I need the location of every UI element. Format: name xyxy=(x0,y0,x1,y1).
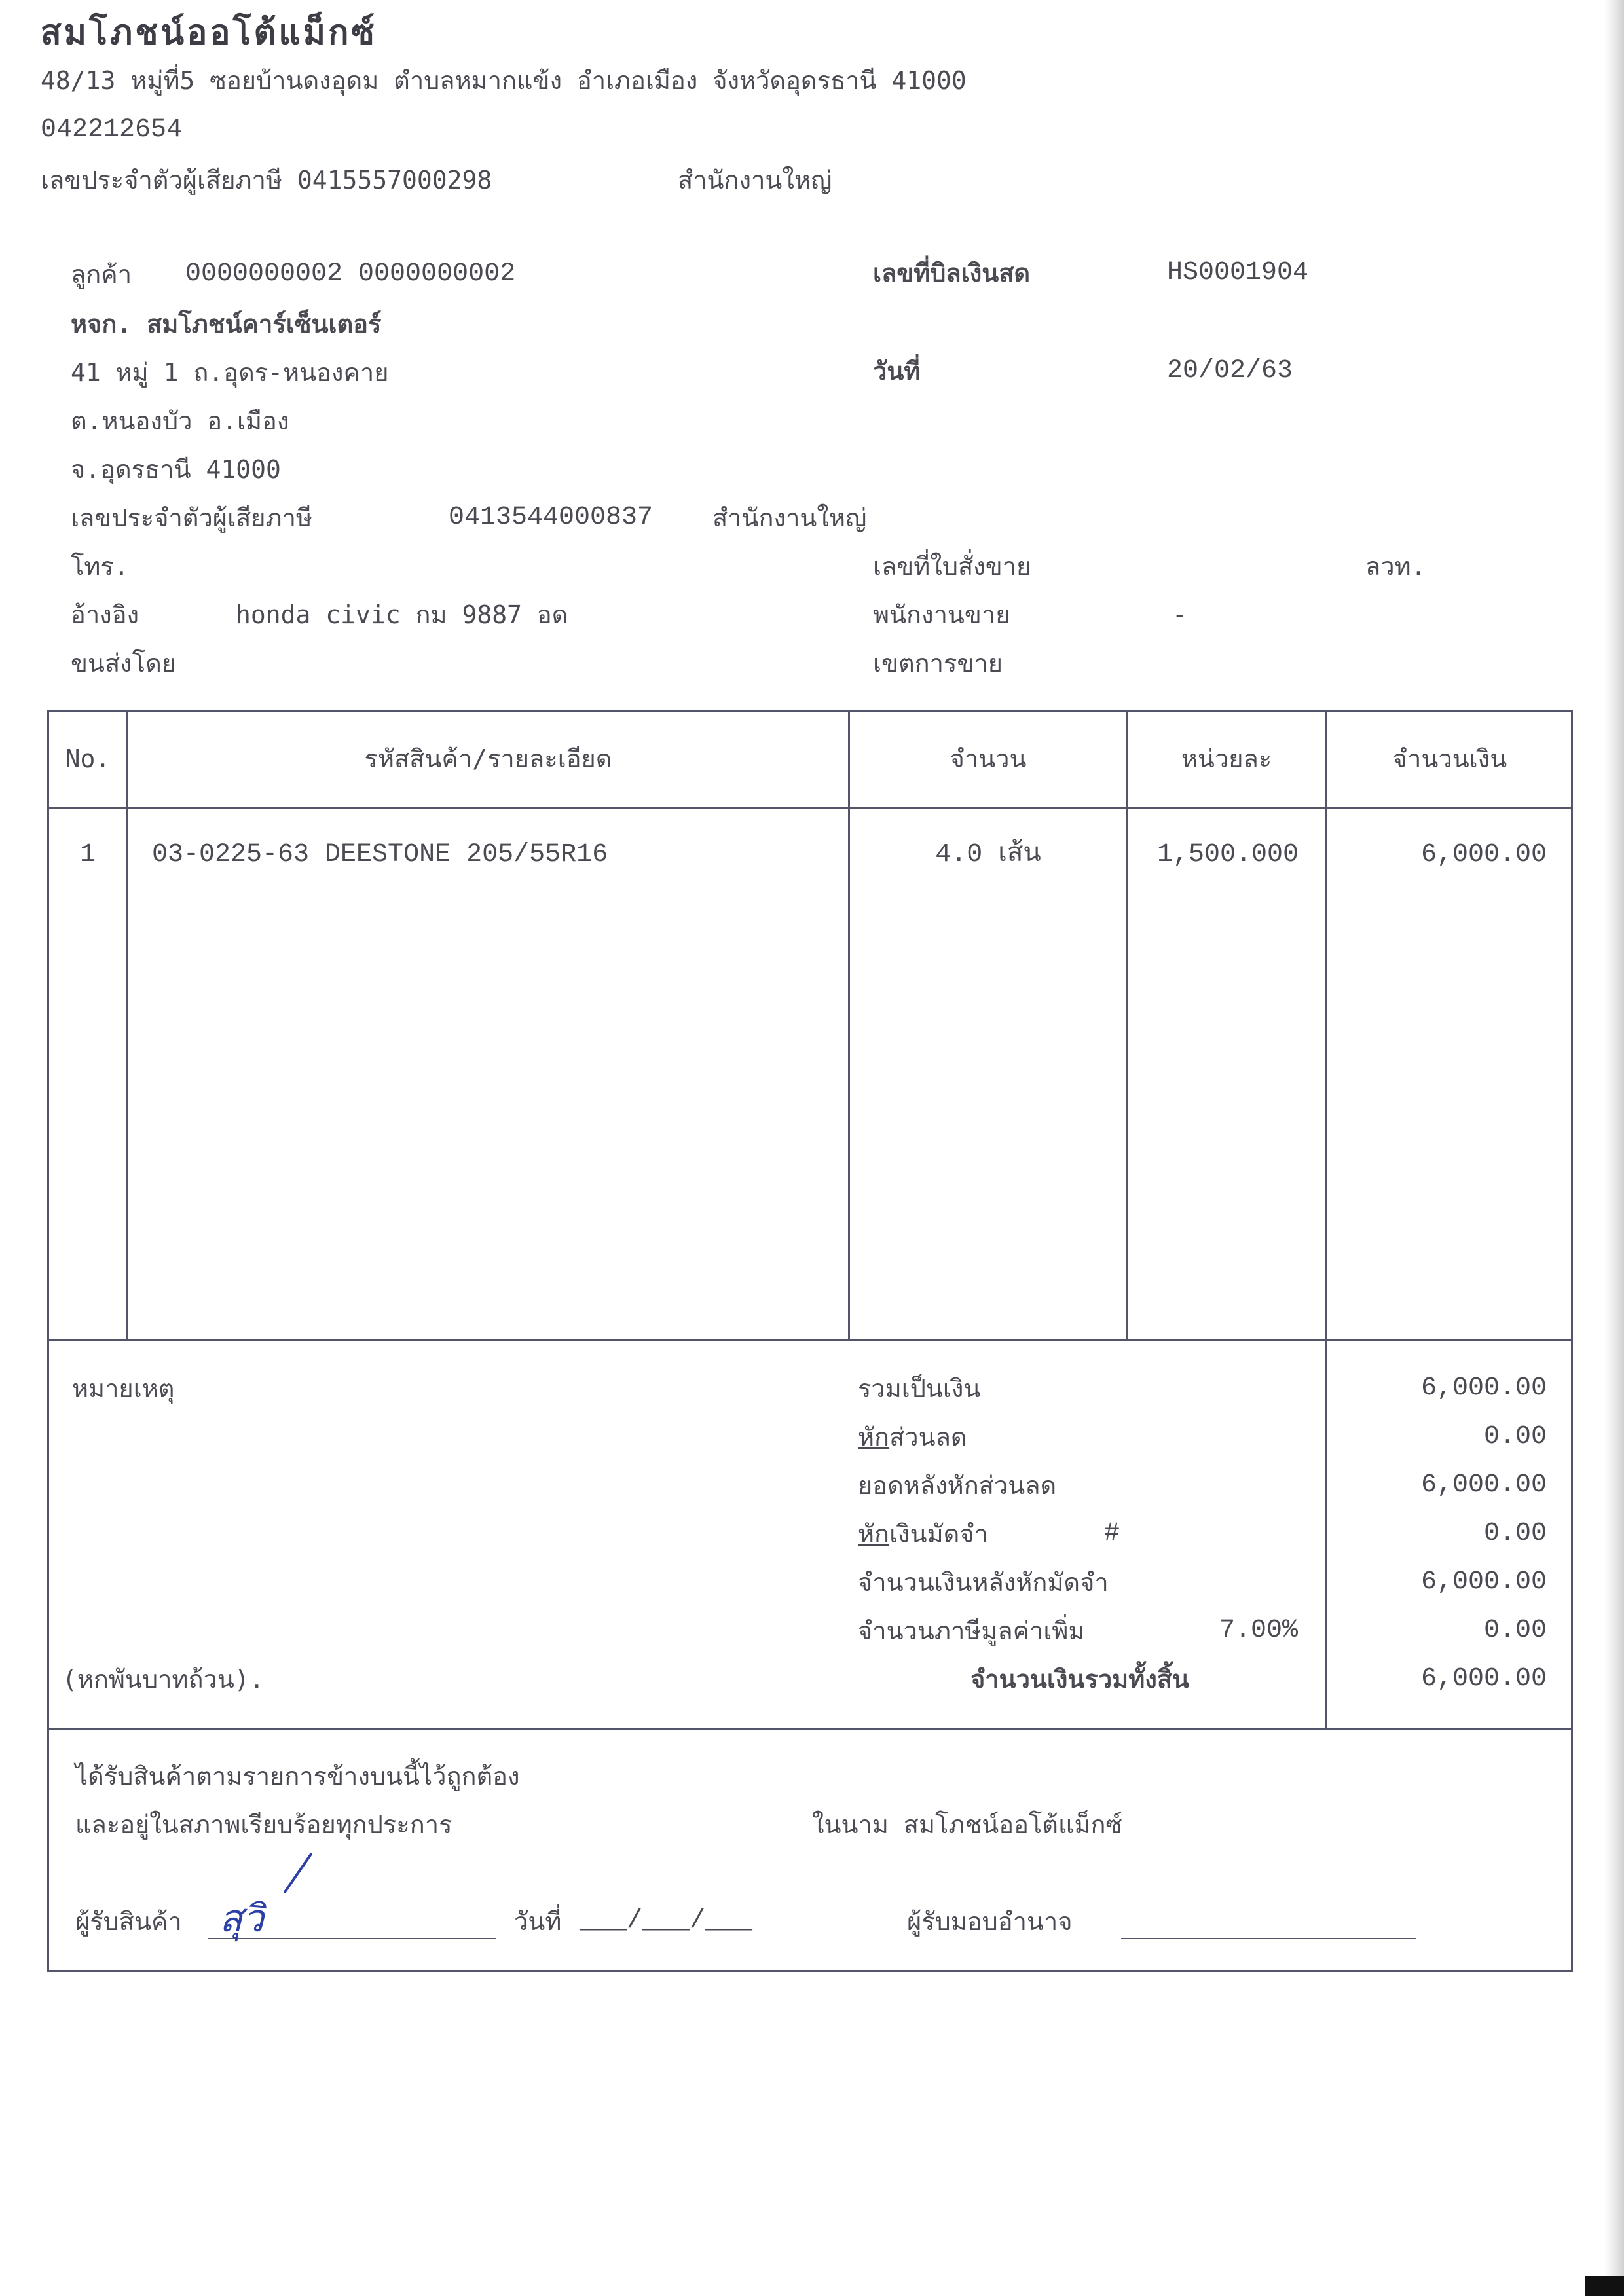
bill-number-value: HS0001904 xyxy=(1167,258,1309,287)
col-divider-1 xyxy=(126,710,128,1341)
sales-order-label: เลขที่ใบสั่งขาย xyxy=(873,552,1031,581)
sales-area-label: เขตการขาย xyxy=(873,649,1003,678)
subtotal-value: 6,000.00 xyxy=(1420,1374,1547,1403)
received-line-1: ได้รับสินค้าตามรายการข้างบนนี้ไว้ถูกต้อง xyxy=(75,1762,520,1791)
reference-value: honda civic กม 9887 อด xyxy=(236,600,568,629)
deposit-prefix: หัก xyxy=(858,1520,890,1548)
amount-in-words: (หกพันบาทถ้วน). xyxy=(62,1665,265,1694)
customer-phone-label: โทร. xyxy=(71,552,129,581)
col-divider-2 xyxy=(848,710,850,1341)
row-unit-price: 1,500.000 xyxy=(1156,840,1299,869)
authorized-signature-line xyxy=(1121,1938,1416,1939)
bill-number-label: เลขที่บิลเงินสด xyxy=(873,259,1031,287)
customer-name: หจก. สมโภชน์คาร์เซ็นเตอร์ xyxy=(71,310,382,338)
receive-date-label: วันที่ xyxy=(514,1907,562,1936)
grand-total-value: 6,000.00 xyxy=(1420,1664,1547,1694)
customer-address-1: 41 หมู่ 1 ถ.อุดร-หนองคาย xyxy=(71,358,389,387)
after-discount-value: 6,000.00 xyxy=(1420,1470,1547,1500)
customer-address-2: ต.หนองบัว อ.เมือง xyxy=(71,407,289,435)
received-line-2: และอยู่ในสภาพเรียบร้อยทุกประการ xyxy=(75,1810,452,1839)
authorized-label: ผู้รับมอบอำนาจ xyxy=(907,1907,1073,1936)
salesperson-label: พนักงานขาย xyxy=(873,600,1010,629)
header-amount: จำนวนเงิน xyxy=(1392,744,1507,773)
customer-address-3: จ.อุดรธานี 41000 xyxy=(71,455,281,484)
company-tax-id: เลขประจำตัวผู้เสียภาษี 0415557000298 xyxy=(41,166,492,194)
signature-text: สุวิ xyxy=(219,1896,264,1941)
row-amount: 6,000.00 xyxy=(1420,840,1547,869)
vat-label: จำนวนภาษีมูลค่าเพิ่ม xyxy=(858,1616,1085,1645)
header-unit-price: หน่วยละ xyxy=(1181,744,1272,773)
company-branch: สำนักงานใหญ่ xyxy=(678,166,832,194)
vat-rate: 7.00% xyxy=(1219,1616,1298,1645)
receiver-label: ผู้รับสินค้า xyxy=(75,1907,182,1936)
salesperson-value: - xyxy=(1172,600,1187,629)
company-name: สมโภชน์ออโต้แม็กซ์ xyxy=(41,13,377,52)
subtotal-label: รวมเป็นเงิน xyxy=(858,1374,981,1403)
remark-label: หมายเหตุ xyxy=(72,1374,175,1403)
vat-value: 0.00 xyxy=(1483,1616,1547,1645)
deposit-label: เงินมัดจำ xyxy=(889,1520,988,1548)
after-deposit-label: จำนวนเงินหลังหักมัดจำ xyxy=(858,1568,1109,1597)
receiver-signature xyxy=(213,1846,331,1944)
row-description: 03-0225-63 DEESTONE 205/55R16 xyxy=(152,840,608,869)
on-behalf-of: ในนาม สมโภชน์ออโต้แม็กซ์ xyxy=(812,1810,1123,1839)
row-no: 1 xyxy=(79,840,96,869)
summary-divider xyxy=(1325,1339,1327,1730)
deposit-hash: # xyxy=(1104,1519,1120,1548)
deposit-value: 0.00 xyxy=(1483,1519,1547,1548)
header-no: No. xyxy=(65,744,111,773)
items-header-divider xyxy=(47,807,1573,809)
discount-label-row xyxy=(858,1422,967,1452)
customer-label: ลูกค้า xyxy=(71,260,132,289)
deposit-label-row xyxy=(858,1519,988,1549)
after-discount-label: ยอดหลังหักส่วนลด xyxy=(858,1471,1057,1500)
discount-label: ส่วนลด xyxy=(889,1423,967,1451)
company-address: 48/13 หมู่ที่5 ซอยบ้านดงอุดม ตำบลหมากแข้ง อำเภอเมือง จังหวัดอุดรธานี 41000 xyxy=(41,66,967,95)
customer-tax-label: เลขประจำตัวผู้เสียภาษี xyxy=(71,503,312,532)
discount-value: 0.00 xyxy=(1483,1422,1547,1451)
discount-prefix: หัก xyxy=(858,1423,890,1451)
row-quantity: 4.0 เส้น xyxy=(935,840,1041,869)
customer-code: 0000000002 0000000002 xyxy=(185,259,516,289)
grand-total-label: จำนวนเงินรวมทั้งสิ้น xyxy=(970,1665,1189,1694)
items-table xyxy=(47,710,1573,1341)
header-quantity: จำนวน xyxy=(950,744,1027,773)
customer-branch: สำนักงานใหญ่ xyxy=(712,503,867,532)
customer-tax-id: 0413544000837 xyxy=(449,503,654,532)
col-divider-4 xyxy=(1325,710,1327,1341)
reference-label: อ้างอิง xyxy=(71,600,139,629)
after-deposit-value: 6,000.00 xyxy=(1420,1567,1547,1597)
company-phone: 042212654 xyxy=(41,115,183,145)
bill-date-value: 20/02/63 xyxy=(1167,356,1293,386)
scan-edge-shadow xyxy=(1604,0,1624,2296)
shipping-label: ขนส่งโดย xyxy=(71,649,177,678)
header-description: รหัสสินค้า/รายละเอียด xyxy=(364,744,612,773)
col-divider-3 xyxy=(1126,710,1128,1341)
scan-corner-mark xyxy=(1585,2276,1624,2296)
bill-date-label: วันที่ xyxy=(873,357,921,386)
receive-date-blank: ___/___/___ xyxy=(580,1906,753,1936)
sales-order-extra: ลวท. xyxy=(1365,552,1426,581)
